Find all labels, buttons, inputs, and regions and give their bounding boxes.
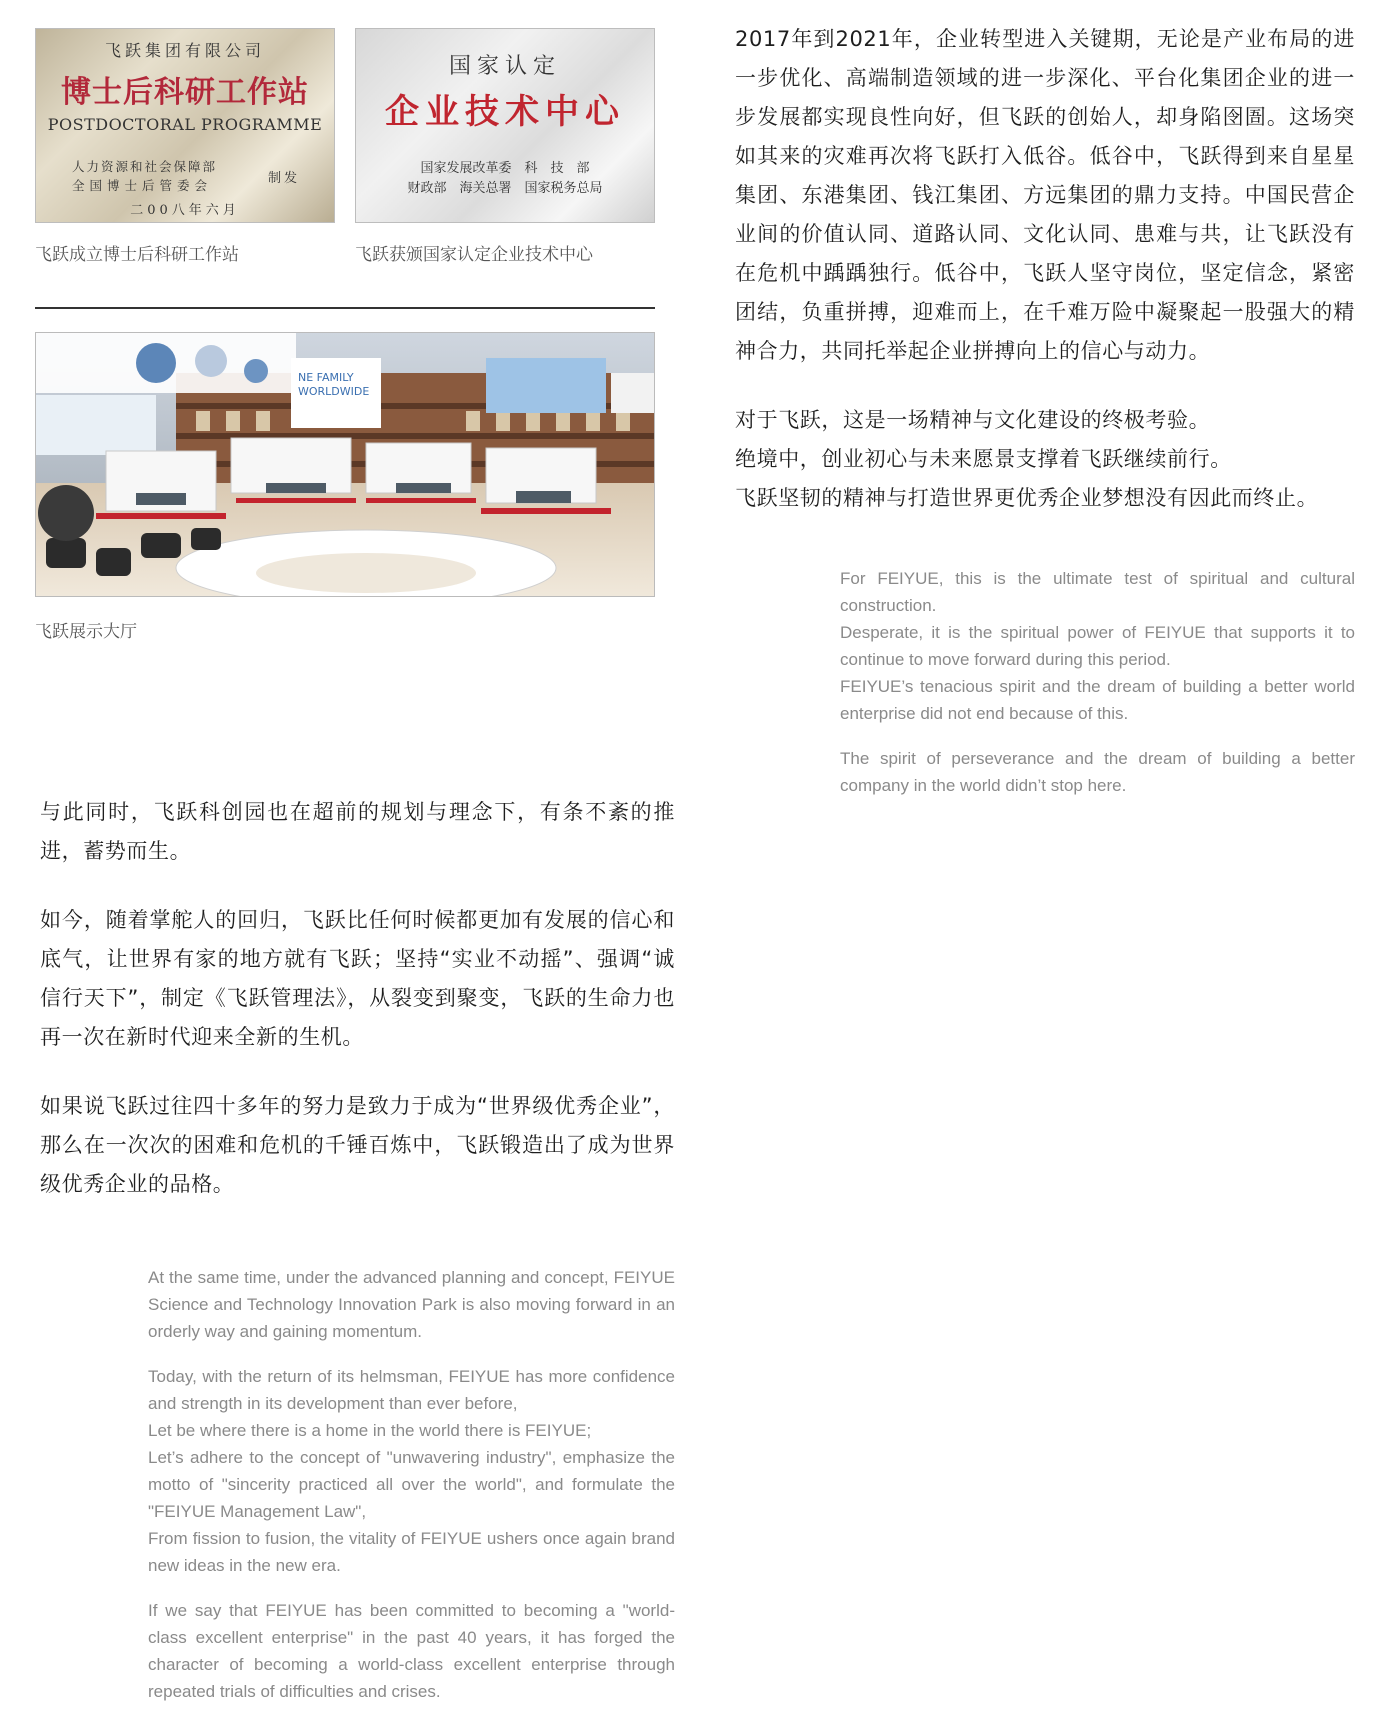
plaque-english-title: POSTDOCTORAL PROGRAMME <box>47 115 323 134</box>
plaque-national-title: 国家认定 <box>448 54 561 79</box>
right-cn-line-2a: 对于飞跃，这是一场精神与文化建设的终极考验。 <box>735 408 1211 432</box>
left-cn-paragraph-1: 与此同时，飞跃科创园也在超前的规划与理念下，有条不紊的推进，蓄势而生。 <box>40 800 675 863</box>
plaque-issuer-suffix: 制发 <box>268 171 301 186</box>
left-english-text <box>148 1264 675 1705</box>
left-en-line-2d: From fission to fusion, the vitality of FEIYUE ushers once again brand new ideas in the new era. <box>148 1529 675 1575</box>
plaque-company-name: 飞跃集团有限公司 <box>104 41 265 60</box>
plaque-tech-center-red: 企业技术中心 <box>385 92 625 132</box>
left-cn-paragraph-3: 如果说飞跃过往四十多年的努力是致力于成为“世界级优秀企业”，那么在一次次的困难和危机的千锤百炼中，飞跃锻造出了成为世界级优秀企业的品格。 <box>40 1094 675 1196</box>
left-chinese-text <box>40 793 675 1204</box>
tech-center-plaque-image <box>355 28 655 223</box>
plaque-issuers-line1: 国家发展改革委 科 技 部 <box>420 161 590 176</box>
right-english-text <box>840 565 1355 799</box>
right-cn-line-2c: 飞跃坚韧的精神与打造世界更优秀企业梦想没有因此而终止。 <box>735 486 1319 510</box>
plaque-issuer-2: 全国博士后管委会 <box>72 178 213 193</box>
right-chinese-text <box>735 20 1355 518</box>
right-cn-paragraph-1: 2017年到2021年，企业转型进入关键期，无论是产业布局的进一步优化、高端制造领域的进一步深化、平台化集团企业的进一步发展都实现良性向好，但飞跃的创始人，却身陷囹圄。这场突如其来的灾难再次将飞跃打入低谷。低谷中，飞跃得到来自星星集团、东港集团、钱江集团、方远集团的鼎力支持。中国民营企业间的价值认同、道路认同、文化认同、患难与共，让飞跃没有在危机中踽踽独行。低谷中，飞跃人坚守岗位，坚定信念，紧密团结，负重拼搏，迎难而上，在千难万险中凝聚起一股强大的精神合力，共同托举起企业拼搏向上的信心与动力。 <box>735 27 1355 363</box>
right-en-line-1a: For FEIYUE, this is the ultimate test of spiritual and cultural construction. <box>840 569 1355 615</box>
plaque-title-red: 博士后科研工作站 <box>61 75 309 110</box>
hall-caption: 飞跃展示大厅 <box>35 622 137 642</box>
left-en-paragraph-1: At the same time, under the advanced planning and concept, FEIYUE Science and Technology Innovation Park is also moving forward in an orderly way and gaining momentum. <box>148 1268 675 1341</box>
postdoc-caption: 飞跃成立博士后科研工作站 <box>35 245 239 265</box>
tech-center-caption: 飞跃获颁国家认定企业技术中心 <box>355 245 593 265</box>
right-en-paragraph-2: The spirit of perseverance and the dream of building a better company in the world didn’t stop here. <box>840 749 1355 795</box>
hall-banner-line2: WORLDWIDE <box>298 385 370 398</box>
left-en-line-2a: Today, with the return of its helmsman, FEIYUE has more confidence and strength in its development than ever before, <box>148 1367 675 1413</box>
section-divider <box>35 307 655 309</box>
left-en-paragraph-3: If we say that FEIYUE has been committed to becoming a "world-class excellent enterprise" in the past 40 years, it has forged the character of becoming a world-class excellent enterprise through repeated trials of difficulties and crises. <box>148 1601 675 1701</box>
exhibition-hall-photo <box>35 332 655 597</box>
right-en-line-1b: Desperate, it is the spiritual power of FEIYUE that supports it to continue to move forward during this period. <box>840 623 1355 669</box>
plaque-date: 二00八年六月 <box>130 203 240 218</box>
hall-banner-line1: NE FAMILY <box>298 371 354 384</box>
plaque-issuers-line2: 财政部 海关总署 国家税务总局 <box>407 181 603 196</box>
right-cn-line-2b: 绝境中，创业初心与未来愿景支撑着飞跃继续前行。 <box>735 447 1232 471</box>
left-en-line-2b: Let be where there is a home in the world there is FEIYUE; <box>148 1421 592 1440</box>
postdoc-plaque-image <box>35 28 335 223</box>
left-en-line-2c: Let’s adhere to the concept of "unwavering industry", emphasize the motto of "sincerity practiced all over the world", and formulate the "FEIYUE Management Law", <box>148 1448 675 1521</box>
left-cn-paragraph-2: 如今，随着掌舵人的回归，飞跃比任何时候都更加有发展的信心和底气，让世界有家的地方就有飞跃；坚持“实业不动摇”、强调“诚信行天下”，制定《飞跃管理法》，从裂变到聚变，飞跃的生命力也再一次在新时代迎来全新的生机。 <box>40 908 675 1049</box>
plaque-issuer-1: 人力资源和社会保障部 <box>72 159 218 174</box>
right-en-line-1c: FEIYUE’s tenacious spirit and the dream of building a better world enterprise did not end because of this. <box>840 677 1355 723</box>
